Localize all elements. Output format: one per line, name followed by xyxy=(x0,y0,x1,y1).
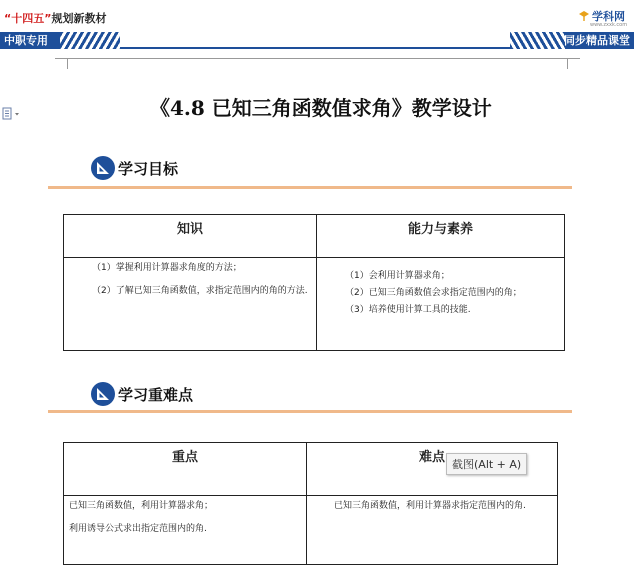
band-center xyxy=(120,32,540,49)
series-name: 十四五 xyxy=(11,12,45,25)
corner-mark-right xyxy=(567,59,580,69)
section-heading-text: 学习目标 xyxy=(118,159,179,178)
corner-mark-left xyxy=(55,59,68,69)
section-heading-keypoints xyxy=(90,381,193,407)
band-stripes-left xyxy=(60,32,120,49)
table-header-row xyxy=(64,215,565,258)
logo-url: www.zxxk.com xyxy=(590,22,628,28)
triangle-ruler-icon xyxy=(90,381,116,407)
triangle-ruler-icon xyxy=(90,155,116,181)
quote-open: “ xyxy=(4,12,12,25)
list-item: 已知三角函数值，利用计算器求指定范围内的角. xyxy=(334,501,526,511)
document-title: 《4.8 已知三角函数值求角》教学设计 xyxy=(150,96,492,120)
table-row xyxy=(64,496,558,565)
section-heading-text: 学习重难点 xyxy=(118,385,194,404)
list-item: （1）会利用计算器求角； xyxy=(345,271,450,281)
band-left-label: 中职专用 xyxy=(4,34,48,47)
header-band xyxy=(0,32,634,49)
page-header xyxy=(0,0,634,52)
band-stripes-right xyxy=(510,32,565,49)
list-item: 利用诱导公式求出指定范围内的角. xyxy=(69,524,207,535)
band-right-label: 同步精品课堂 xyxy=(564,34,630,47)
objectives-table xyxy=(63,214,565,351)
quote-close: ” xyxy=(44,12,52,25)
list-item: （2）已知三角函数值会求指定范围内的角； xyxy=(345,288,522,299)
key-points-cell xyxy=(64,496,307,565)
list-item: 已知三角函数值，利用计算器求角； xyxy=(69,501,214,511)
series-label xyxy=(4,10,106,26)
knowledge-cell xyxy=(64,258,317,351)
logo-text: 学科网 xyxy=(592,10,625,23)
list-item: （1）掌握利用计算器求角度的方法； xyxy=(92,263,242,273)
table-header: 能力与素养 xyxy=(317,215,565,258)
section-rule xyxy=(48,186,572,189)
table-header: 重点 xyxy=(64,443,307,496)
list-item: （2）了解已知三角函数值，求指定范围内的角的方法. xyxy=(92,286,308,297)
paste-options-icon[interactable] xyxy=(2,106,22,122)
table-row xyxy=(64,258,565,351)
screenshot-tooltip: 截图(Alt + A) xyxy=(446,453,527,475)
section-rule xyxy=(48,410,572,413)
graduation-cap-icon xyxy=(578,10,590,22)
section-heading-objectives xyxy=(90,155,178,181)
abilities-cell xyxy=(317,258,565,351)
difficult-points-cell xyxy=(307,496,558,565)
list-item: （3）培养使用计算工具的技能. xyxy=(345,305,471,316)
page-corner-marks xyxy=(55,58,580,71)
table-header: 难点 xyxy=(307,443,558,496)
table-header: 知识 xyxy=(64,215,317,258)
series-rest: 规划新教材 xyxy=(51,12,107,25)
